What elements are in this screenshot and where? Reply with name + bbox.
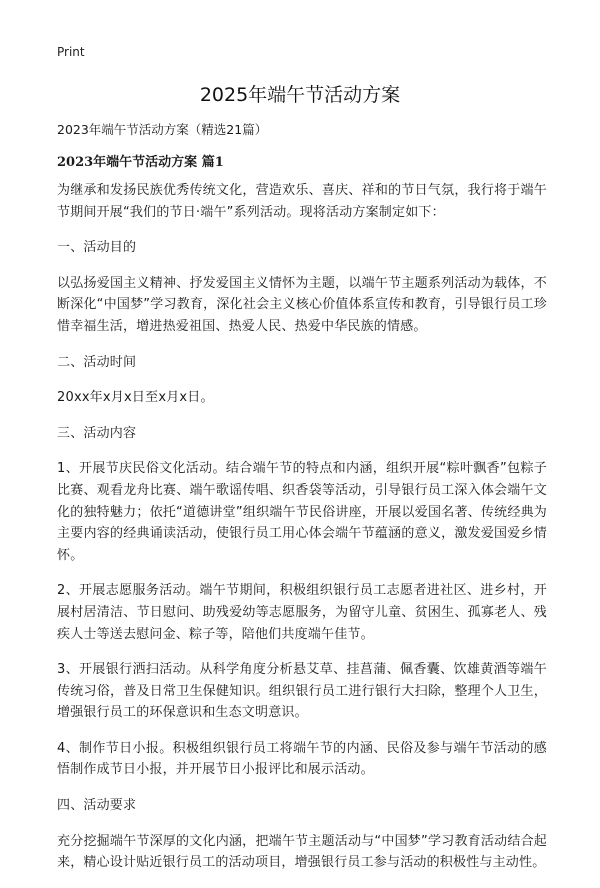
intro-paragraph: 为继承和发扬民族优秀传统文化，营造欢乐、喜庆、祥和的节日气氛，我行将于端午节期间开展“我们的节日·端午”系列活动。现将活动方案制定如下： [57,183,547,220]
requirements-paragraph: 充分挖掘端午节深厚的文化内涵，把端午节主题活动与“中国梦”学习教育活动结合起来，精心设计贴近银行员工的活动项目，增强银行员工参与活动的积极性与主动性。 [57,833,547,871]
time-paragraph: 20xx年x月x日至x月x日。 [57,390,214,406]
content-item-1: 1、开展节庆民俗文化活动。结合端午节的特点和内涵，组织开展“粽叶飘香”包粽子比赛、观看龙舟比赛、端午歌谣传唱、织香袋等活动，引导银行员工深入体会端午文化的独特魅力；依托“道德讲堂”组织端午节民俗讲座，开展以爱国名著、传统经典为主要内容的经典诵读活动，使银行员工用心体会端午节蕴涵的意义，激发爱国爱乡情怀。 [57,461,547,563]
content-item-2: 2、开展志愿服务活动。端午节期间，积极组织银行员工志愿者进社区、进乡村，开展村居清洁、节日慰问、助残爱幼等志愿服务，为留守儿童、贫困生、孤寡老人、残疾人士等送去慰问金、粽子等，陪他们共度端午佳节。 [57,583,547,642]
content-item-4: 4、制作节日小报。积极组织银行员工将端午节的内涵、民俗及参与端午节活动的感悟制作成节日小报，并开展节日小报评比和展示活动。 [57,740,547,778]
purpose-paragraph: 以弘扬爱国主义精神、抒发爱国主义情怀为主题，以端午节主题系列活动为载体，不断深化“中国梦”学习教育，深化社会主义核心价值体系宣传和教育，引导银行员工珍惜幸福生活，增进热爱祖国、热爱人民、热爱中华民族的情感。 [57,275,547,334]
heading-requirements: 四、活动要求 [57,798,137,814]
document-subtitle: 2023年端午节活动方案（精选21篇） [57,122,268,137]
document-body [57,180,547,888]
document-title: 2025年端午节活动方案 [199,84,401,106]
print-link[interactable]: Print [57,45,85,59]
heading-time: 二、活动时间 [57,354,137,370]
heading-purpose: 一、活动目的 [57,240,137,256]
content-item-3: 3、开展银行洒扫活动。从科学角度分析悬艾草、挂菖蒲、佩香囊、饮雄黄酒等端午传统习俗，普及日常卫生保健知识。组织银行员工进行银行大扫除，整理个人卫生，增强银行员工的环保意识和生态文明意识。 [57,662,547,721]
heading-content: 三、活动内容 [57,425,137,441]
section-heading: 2023年端午节活动方案 篇1 [57,155,224,170]
